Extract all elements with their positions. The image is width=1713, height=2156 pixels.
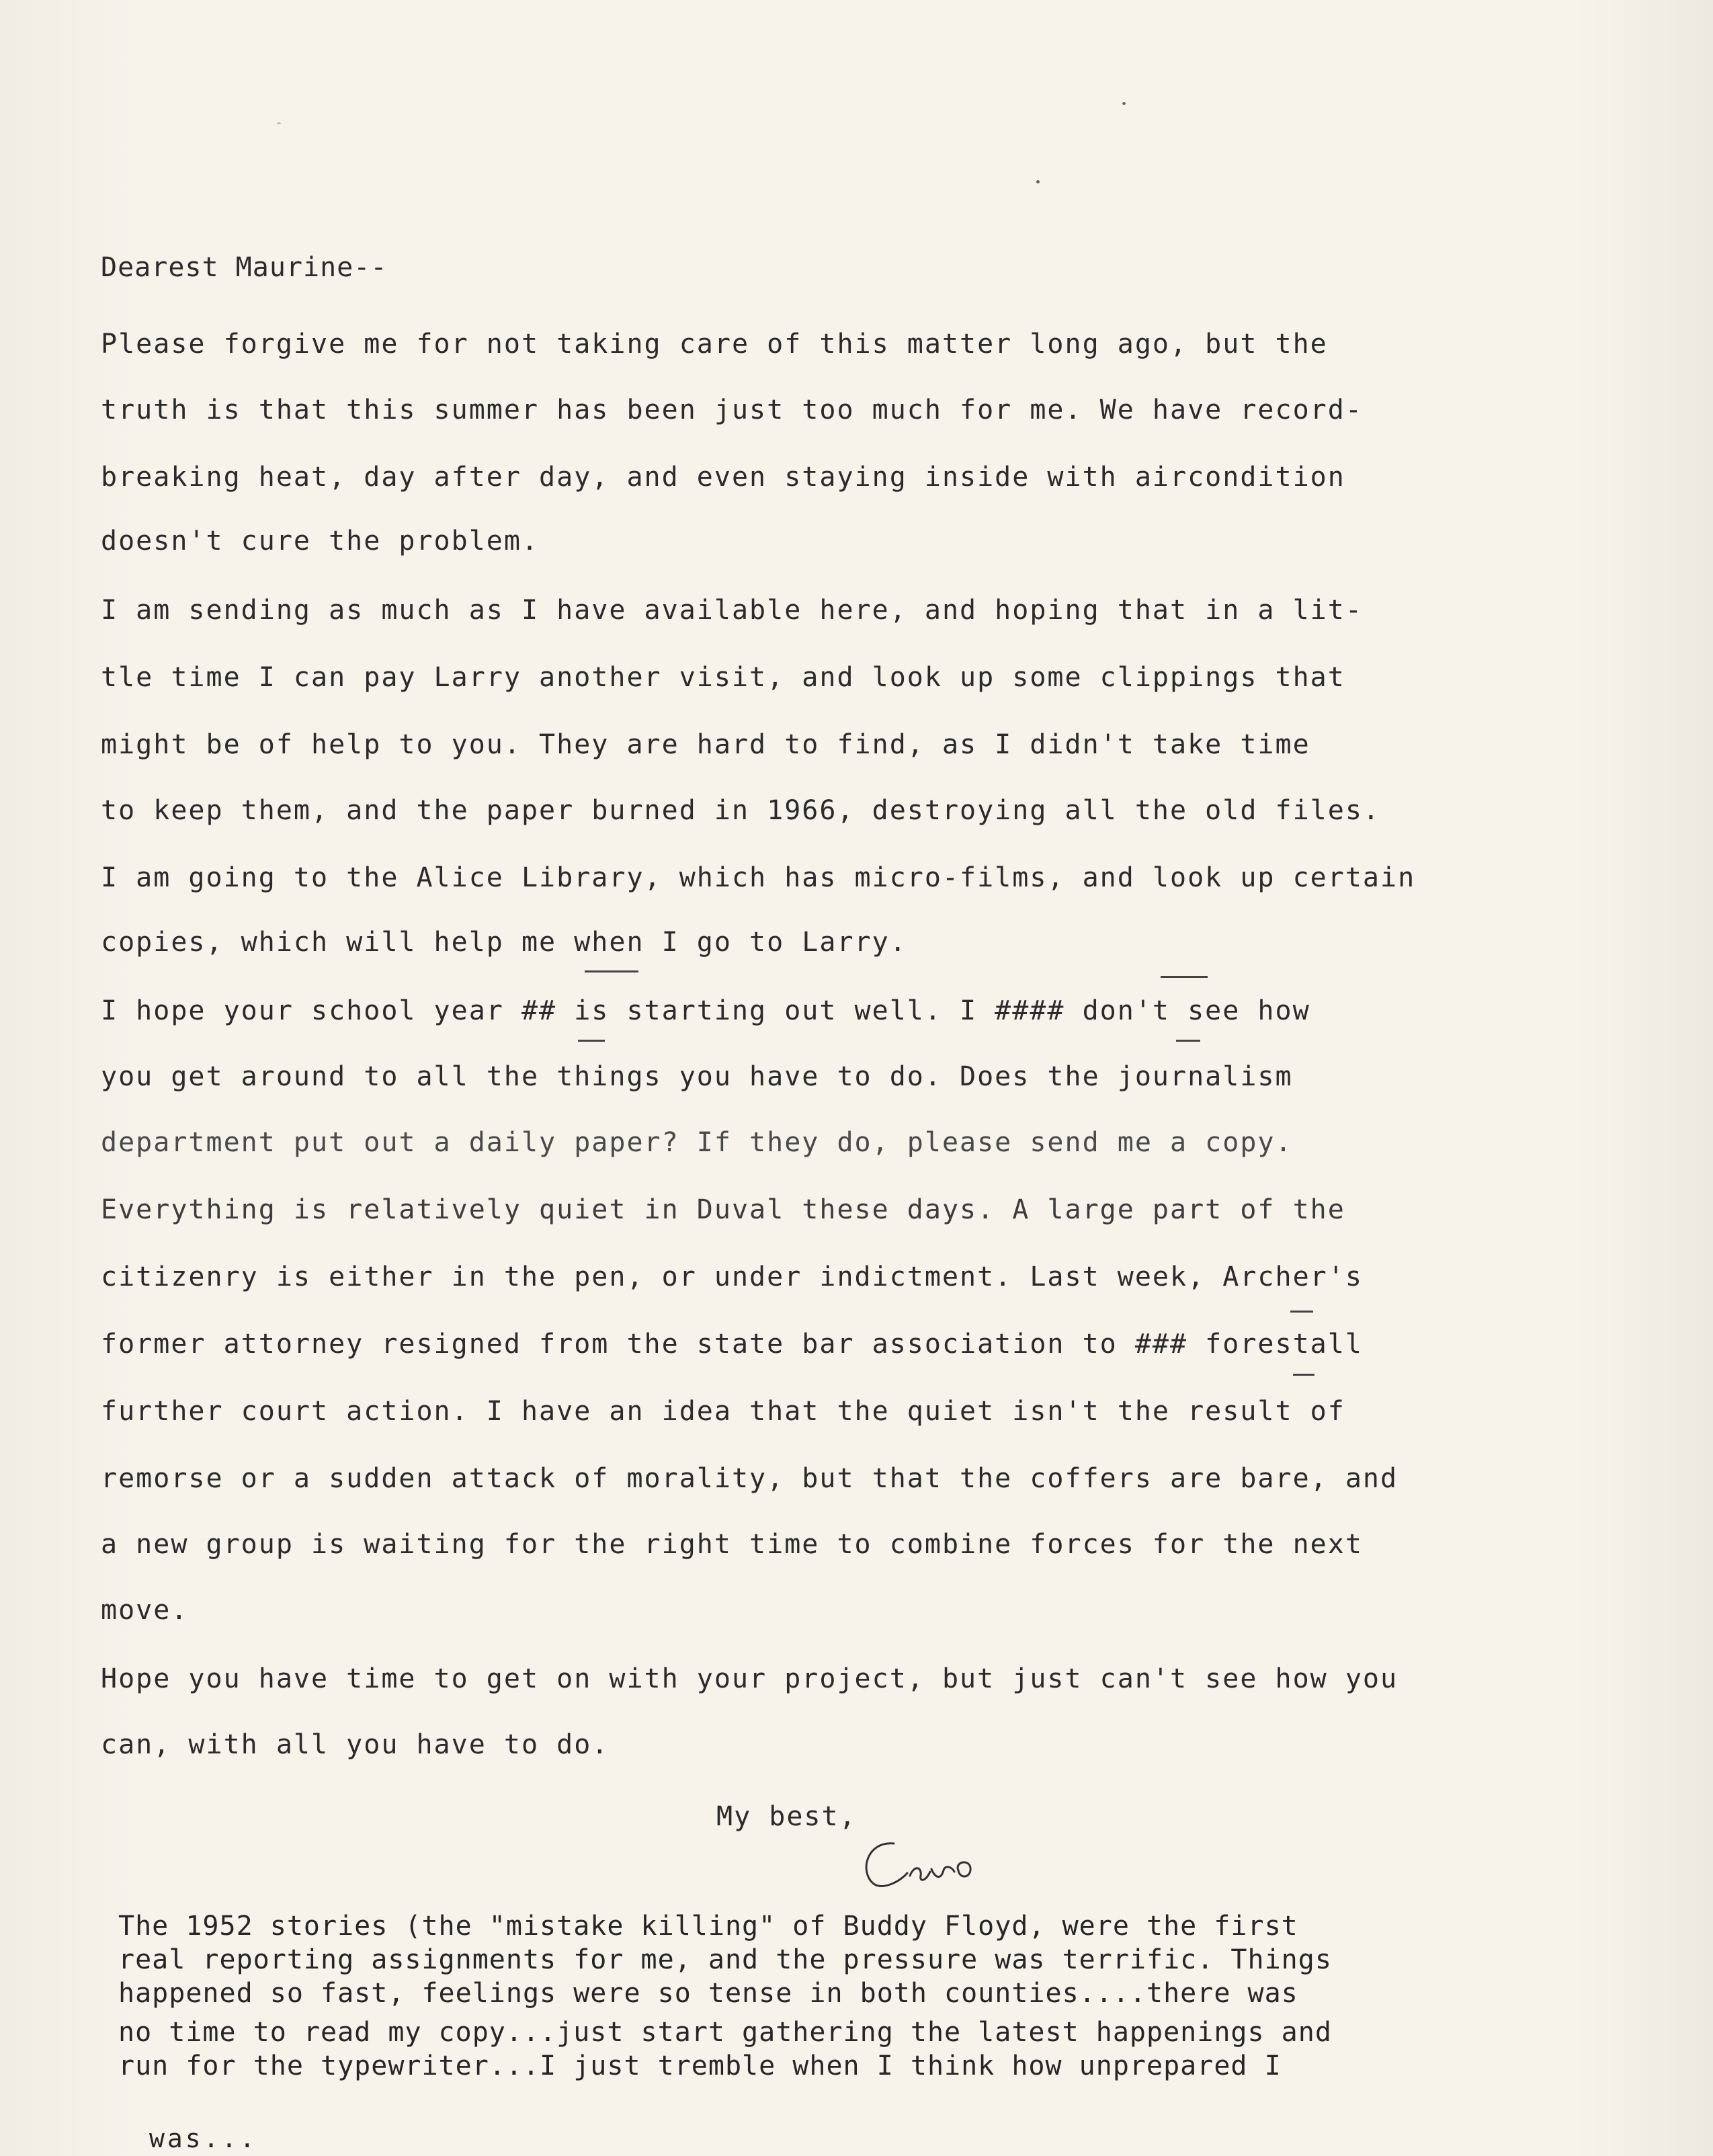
body-line: I am going to the Alice Library, which has micro-films, and look up certain <box>101 862 1416 893</box>
salutation: Dearest Maurine-- <box>101 252 388 283</box>
body-line: I am sending as much as I have available here, and hoping that in a lit- <box>101 595 1363 626</box>
handwritten-mark <box>578 1040 605 1042</box>
body-line: Everything is relatively quiet in Duval these days. A large part of the <box>101 1194 1345 1225</box>
handwritten-mark <box>585 970 638 972</box>
body-line: doesn't cure the problem. <box>101 526 540 556</box>
body-line: Hope you have time to get on with your project, but just can't see how you <box>101 1663 1398 1694</box>
body-line: you get around to all the things you have to do. Does the journalism <box>101 1061 1293 1092</box>
handwritten-mark <box>1293 1374 1314 1376</box>
body-line: department put out a daily paper? If they do, please send me a copy. <box>101 1127 1293 1158</box>
body-line: copies, which will help me when I go to Larry. <box>101 927 907 958</box>
body-line: breaking heat, day after day, and even staying inside with aircondition <box>101 462 1345 493</box>
body-line: to keep them, and the paper burned in 1966, destroying all the old files. <box>101 795 1380 826</box>
signature <box>853 1831 1015 1905</box>
paper-speck <box>1036 180 1040 183</box>
body-line: a new group is waiting for the right time to combine forces for the next <box>101 1529 1363 1560</box>
body-line: truth is that this summer has been just too much for me. We have record- <box>101 395 1363 425</box>
body-line: further court action. I have an idea that the quiet isn't the result of <box>101 1396 1345 1427</box>
postscript-line: no time to read my copy...just start gathering the latest happenings and <box>118 2017 1332 2048</box>
postscript-line: happened so fast, feelings were so tense in both counties....there was <box>118 1978 1298 2009</box>
paper-speck <box>1122 102 1126 105</box>
postscript-line: The 1952 stories (the "mistake killing" of Buddy Floyd, were the first <box>118 1911 1298 1942</box>
postscript-last-line: was... <box>149 2124 258 2153</box>
body-line: former attorney resigned from the state bar association to ### forestall <box>101 1329 1363 1360</box>
handwritten-mark <box>1176 1040 1200 1042</box>
body-line: remorse or a sudden attack of morality, but that the coffers are bare, and <box>101 1463 1398 1494</box>
closing: My best, <box>716 1801 857 1832</box>
body-line: Please forgive me for not taking care of this matter long ago, but the <box>101 329 1328 360</box>
postscript-line: run for the typewriter...I just tremble when I think how unprepared I <box>118 2050 1282 2081</box>
body-line: can, with all you have to do. <box>101 1729 610 1760</box>
paper-speck <box>277 122 281 124</box>
handwritten-mark <box>1290 1311 1313 1313</box>
postscript-line: real reporting assignments for me, and the pressure was terrific. Things <box>118 1944 1332 1975</box>
body-line: I hope your school year ## is starting out well. I #### don't see how <box>101 995 1310 1026</box>
handwritten-mark <box>1161 976 1208 978</box>
body-line: move. <box>101 1595 189 1626</box>
body-line: citizenry is either in the pen, or under indictment. Last week, Archer's <box>101 1261 1363 1292</box>
body-line: might be of help to you. They are hard to find, as I didn't take time <box>101 729 1310 760</box>
body-line: tle time I can pay Larry another visit, and look up some clippings that <box>101 662 1345 693</box>
